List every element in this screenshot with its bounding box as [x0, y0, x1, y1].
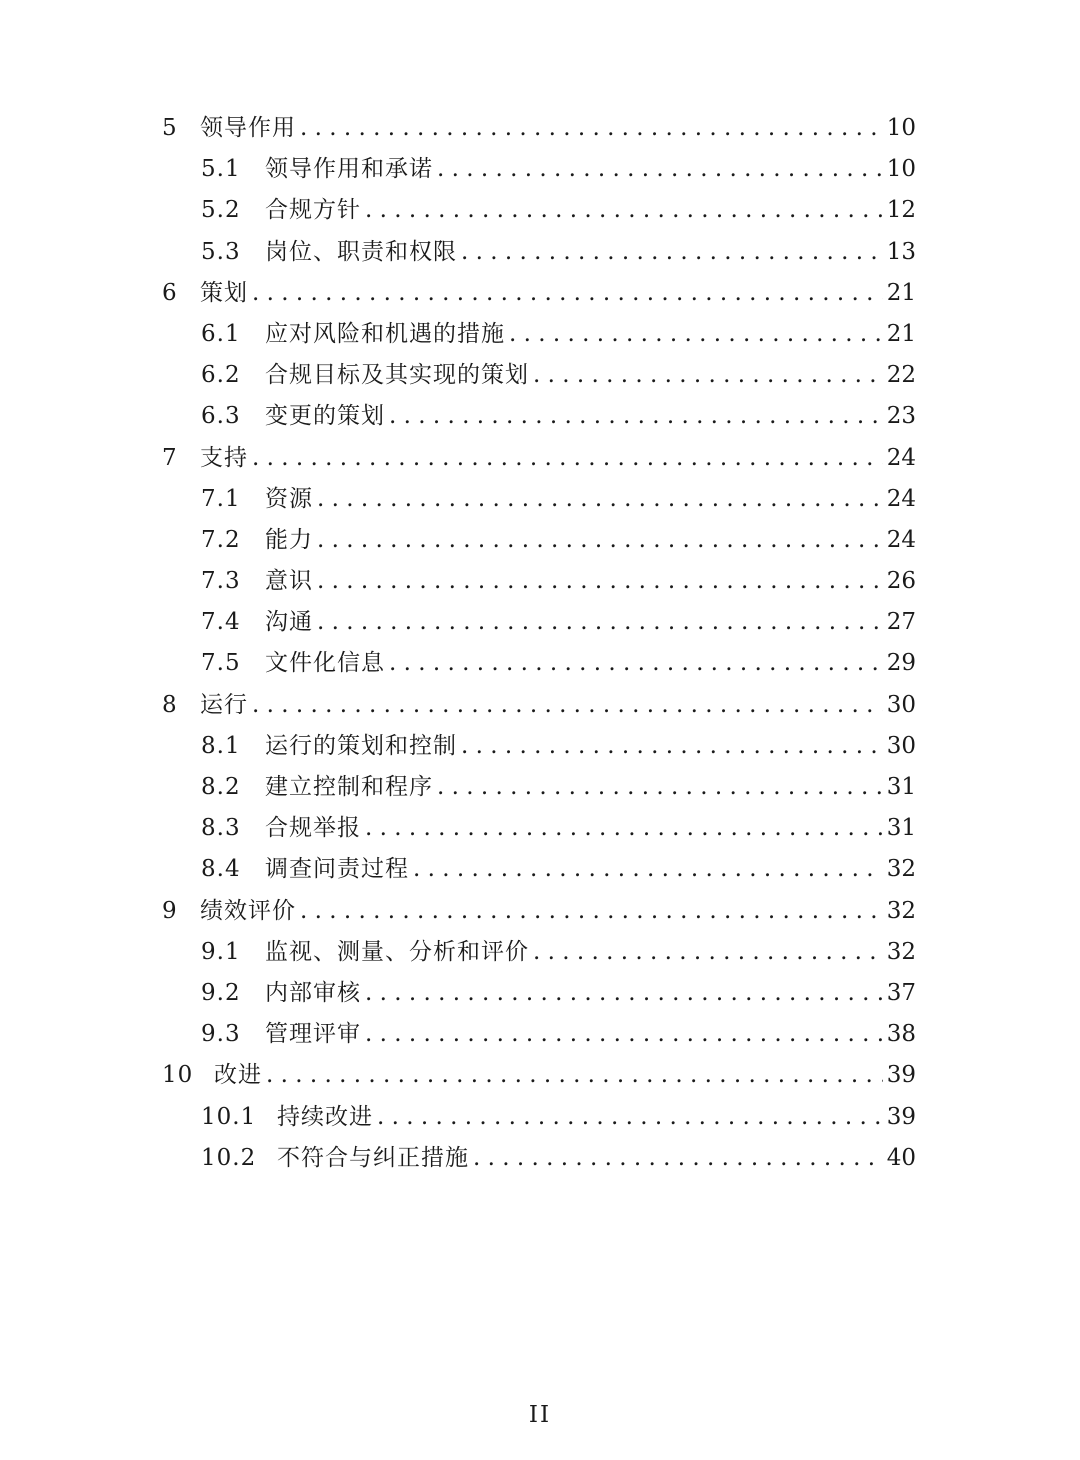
- toc-section-title: 合规方针: [265, 197, 361, 224]
- toc-page-number: 24: [886, 485, 916, 512]
- toc-entry[interactable]: [162, 643, 916, 684]
- toc-dot-leader: [317, 561, 883, 602]
- toc-page-number: 12: [886, 197, 916, 224]
- toc-entry[interactable]: [162, 726, 916, 767]
- toc-section-title: 文件化信息: [265, 650, 385, 677]
- toc-section-number: 9: [162, 897, 178, 924]
- toc-page-number: 32: [886, 938, 916, 965]
- table-of-contents: [162, 108, 916, 1179]
- toc-page-number: 32: [886, 897, 916, 924]
- toc-section-number: 10.2: [201, 1144, 257, 1171]
- toc-section-number: 6: [162, 279, 178, 306]
- toc-entry[interactable]: [162, 1138, 916, 1179]
- toc-section-number: 9.2: [201, 979, 241, 1006]
- toc-section-number: 7.4: [201, 609, 241, 636]
- toc-dot-leader: [365, 190, 883, 231]
- toc-entry[interactable]: [162, 355, 916, 396]
- toc-section-number: 8.3: [201, 815, 241, 842]
- toc-entry[interactable]: [162, 685, 916, 726]
- toc-dot-leader: [389, 396, 883, 437]
- toc-entry[interactable]: [162, 1097, 916, 1138]
- toc-section-number: 8: [162, 691, 178, 718]
- toc-page-number: 21: [886, 320, 916, 347]
- toc-entry[interactable]: [162, 314, 916, 355]
- toc-page-number: 10: [886, 156, 916, 183]
- toc-dot-leader: [365, 808, 883, 849]
- toc-entry[interactable]: [162, 767, 916, 808]
- toc-page-number: 32: [886, 856, 916, 883]
- toc-entry[interactable]: [162, 973, 916, 1014]
- toc-dot-leader: [437, 149, 883, 190]
- toc-section-number: 10: [162, 1062, 194, 1089]
- toc-dot-leader: [473, 1138, 883, 1179]
- toc-entry[interactable]: [162, 932, 916, 973]
- toc-section-number: 7.5: [201, 650, 241, 677]
- toc-page-number: 30: [886, 732, 916, 759]
- toc-entry[interactable]: [162, 808, 916, 849]
- toc-entry[interactable]: [162, 273, 916, 314]
- toc-page-number: 30: [886, 691, 916, 718]
- toc-dot-leader: [252, 273, 883, 314]
- toc-dot-leader: [461, 726, 883, 767]
- toc-page-number: 24: [886, 526, 916, 553]
- toc-dot-leader: [437, 767, 883, 808]
- toc-entry[interactable]: [162, 149, 916, 190]
- toc-section-title: 策划: [200, 279, 248, 306]
- toc-section-number: 5: [162, 115, 178, 141]
- toc-section-number: 7.2: [201, 526, 241, 553]
- toc-page-number: 29: [886, 650, 916, 677]
- toc-section-title: 资源: [265, 485, 313, 512]
- toc-entry[interactable]: [162, 396, 916, 437]
- toc-dot-leader: [389, 643, 883, 684]
- toc-dot-leader: [461, 232, 883, 273]
- toc-section-title: 合规目标及其实现的策划: [265, 362, 529, 389]
- toc-section-title: 变更的策划: [265, 403, 385, 430]
- toc-section-title: 支持: [200, 444, 248, 471]
- toc-section-title: 改进: [214, 1062, 262, 1089]
- toc-dot-leader: [365, 1014, 883, 1055]
- toc-page-number: 31: [886, 774, 916, 800]
- toc-dot-leader: [252, 685, 883, 726]
- toc-page-number: 27: [886, 609, 916, 636]
- toc-section-title: 运行的策划和控制: [265, 732, 457, 759]
- toc-section-number: 7.1: [201, 485, 241, 512]
- toc-section-title: 沟通: [265, 609, 313, 636]
- toc-entry[interactable]: [162, 479, 916, 520]
- page-footer-number: II: [528, 1402, 552, 1428]
- toc-section-title: 监视、测量、分析和评价: [265, 938, 529, 965]
- toc-page-number: 37: [886, 979, 916, 1006]
- toc-entry[interactable]: [162, 438, 916, 479]
- toc-section-number: 7: [162, 444, 178, 471]
- toc-entry[interactable]: [162, 190, 916, 231]
- toc-section-title: 应对风险和机遇的措施: [265, 320, 505, 347]
- toc-section-number: 6.2: [201, 362, 241, 389]
- toc-entry[interactable]: [162, 108, 916, 149]
- toc-page-number: 31: [886, 815, 916, 842]
- toc-dot-leader: [533, 355, 883, 396]
- toc-dot-leader: [317, 479, 883, 520]
- toc-section-number: 5.3: [201, 238, 241, 265]
- toc-entry[interactable]: [162, 1014, 916, 1055]
- toc-page-number: 10: [886, 115, 916, 141]
- toc-section-number: 9.3: [201, 1021, 241, 1048]
- toc-section-title: 绩效评价: [200, 897, 296, 924]
- toc-section-number: 8.4: [201, 856, 241, 883]
- toc-section-title: 合规举报: [265, 815, 361, 842]
- toc-section-number: 5.2: [201, 197, 241, 224]
- toc-entry[interactable]: [162, 602, 916, 643]
- toc-dot-leader: [365, 973, 883, 1014]
- toc-entry[interactable]: [162, 849, 916, 890]
- toc-page-number: 26: [886, 568, 916, 595]
- toc-section-title: 运行: [200, 691, 248, 718]
- toc-section-number: 6.3: [201, 403, 241, 430]
- toc-dot-leader: [252, 438, 883, 479]
- toc-section-number: 9.1: [201, 938, 241, 965]
- toc-section-number: 5.1: [201, 156, 241, 183]
- toc-section-title: 领导作用: [200, 115, 296, 141]
- toc-dot-leader: [266, 1055, 883, 1096]
- toc-entry[interactable]: [162, 561, 916, 602]
- toc-section-number: 8.1: [201, 732, 241, 759]
- toc-dot-leader: [377, 1097, 883, 1138]
- toc-section-number: 10.1: [201, 1103, 257, 1130]
- toc-section-title: 持续改进: [277, 1103, 373, 1130]
- toc-page-number: 13: [886, 238, 916, 265]
- toc-dot-leader: [317, 602, 883, 643]
- toc-dot-leader: [317, 520, 883, 561]
- toc-section-title: 能力: [265, 526, 313, 553]
- toc-section-title: 调查问责过程: [265, 856, 409, 883]
- toc-page-number: 40: [886, 1144, 916, 1171]
- toc-page-number: 21: [886, 279, 916, 306]
- toc-section-title: 内部审核: [265, 979, 361, 1006]
- toc-page-number: 23: [886, 403, 916, 430]
- toc-section-number: 7.3: [201, 568, 241, 595]
- toc-page-number: 22: [886, 362, 916, 389]
- toc-section-title: 不符合与纠正措施: [277, 1144, 469, 1171]
- toc-entry[interactable]: [162, 232, 916, 273]
- toc-page-number: 39: [886, 1062, 916, 1089]
- toc-dot-leader: [300, 891, 883, 932]
- toc-page-number: 39: [886, 1103, 916, 1130]
- toc-dot-leader: [533, 932, 883, 973]
- toc-section-title: 管理评审: [265, 1021, 361, 1048]
- toc-section-title: 领导作用和承诺: [265, 156, 433, 183]
- toc-section-title: 建立控制和程序: [265, 774, 433, 800]
- toc-page-number: 38: [886, 1021, 916, 1048]
- toc-section-title: 意识: [265, 568, 313, 595]
- toc-entry[interactable]: [162, 1055, 916, 1096]
- toc-section-number: 8.2: [201, 774, 241, 800]
- toc-dot-leader: [300, 108, 883, 149]
- toc-dot-leader: [413, 849, 883, 890]
- toc-entry[interactable]: [162, 520, 916, 561]
- toc-dot-leader: [509, 314, 883, 355]
- toc-entry[interactable]: [162, 891, 916, 932]
- toc-page-number: 24: [886, 444, 916, 471]
- toc-section-number: 6.1: [201, 320, 241, 347]
- toc-section-title: 岗位、职责和权限: [265, 238, 457, 265]
